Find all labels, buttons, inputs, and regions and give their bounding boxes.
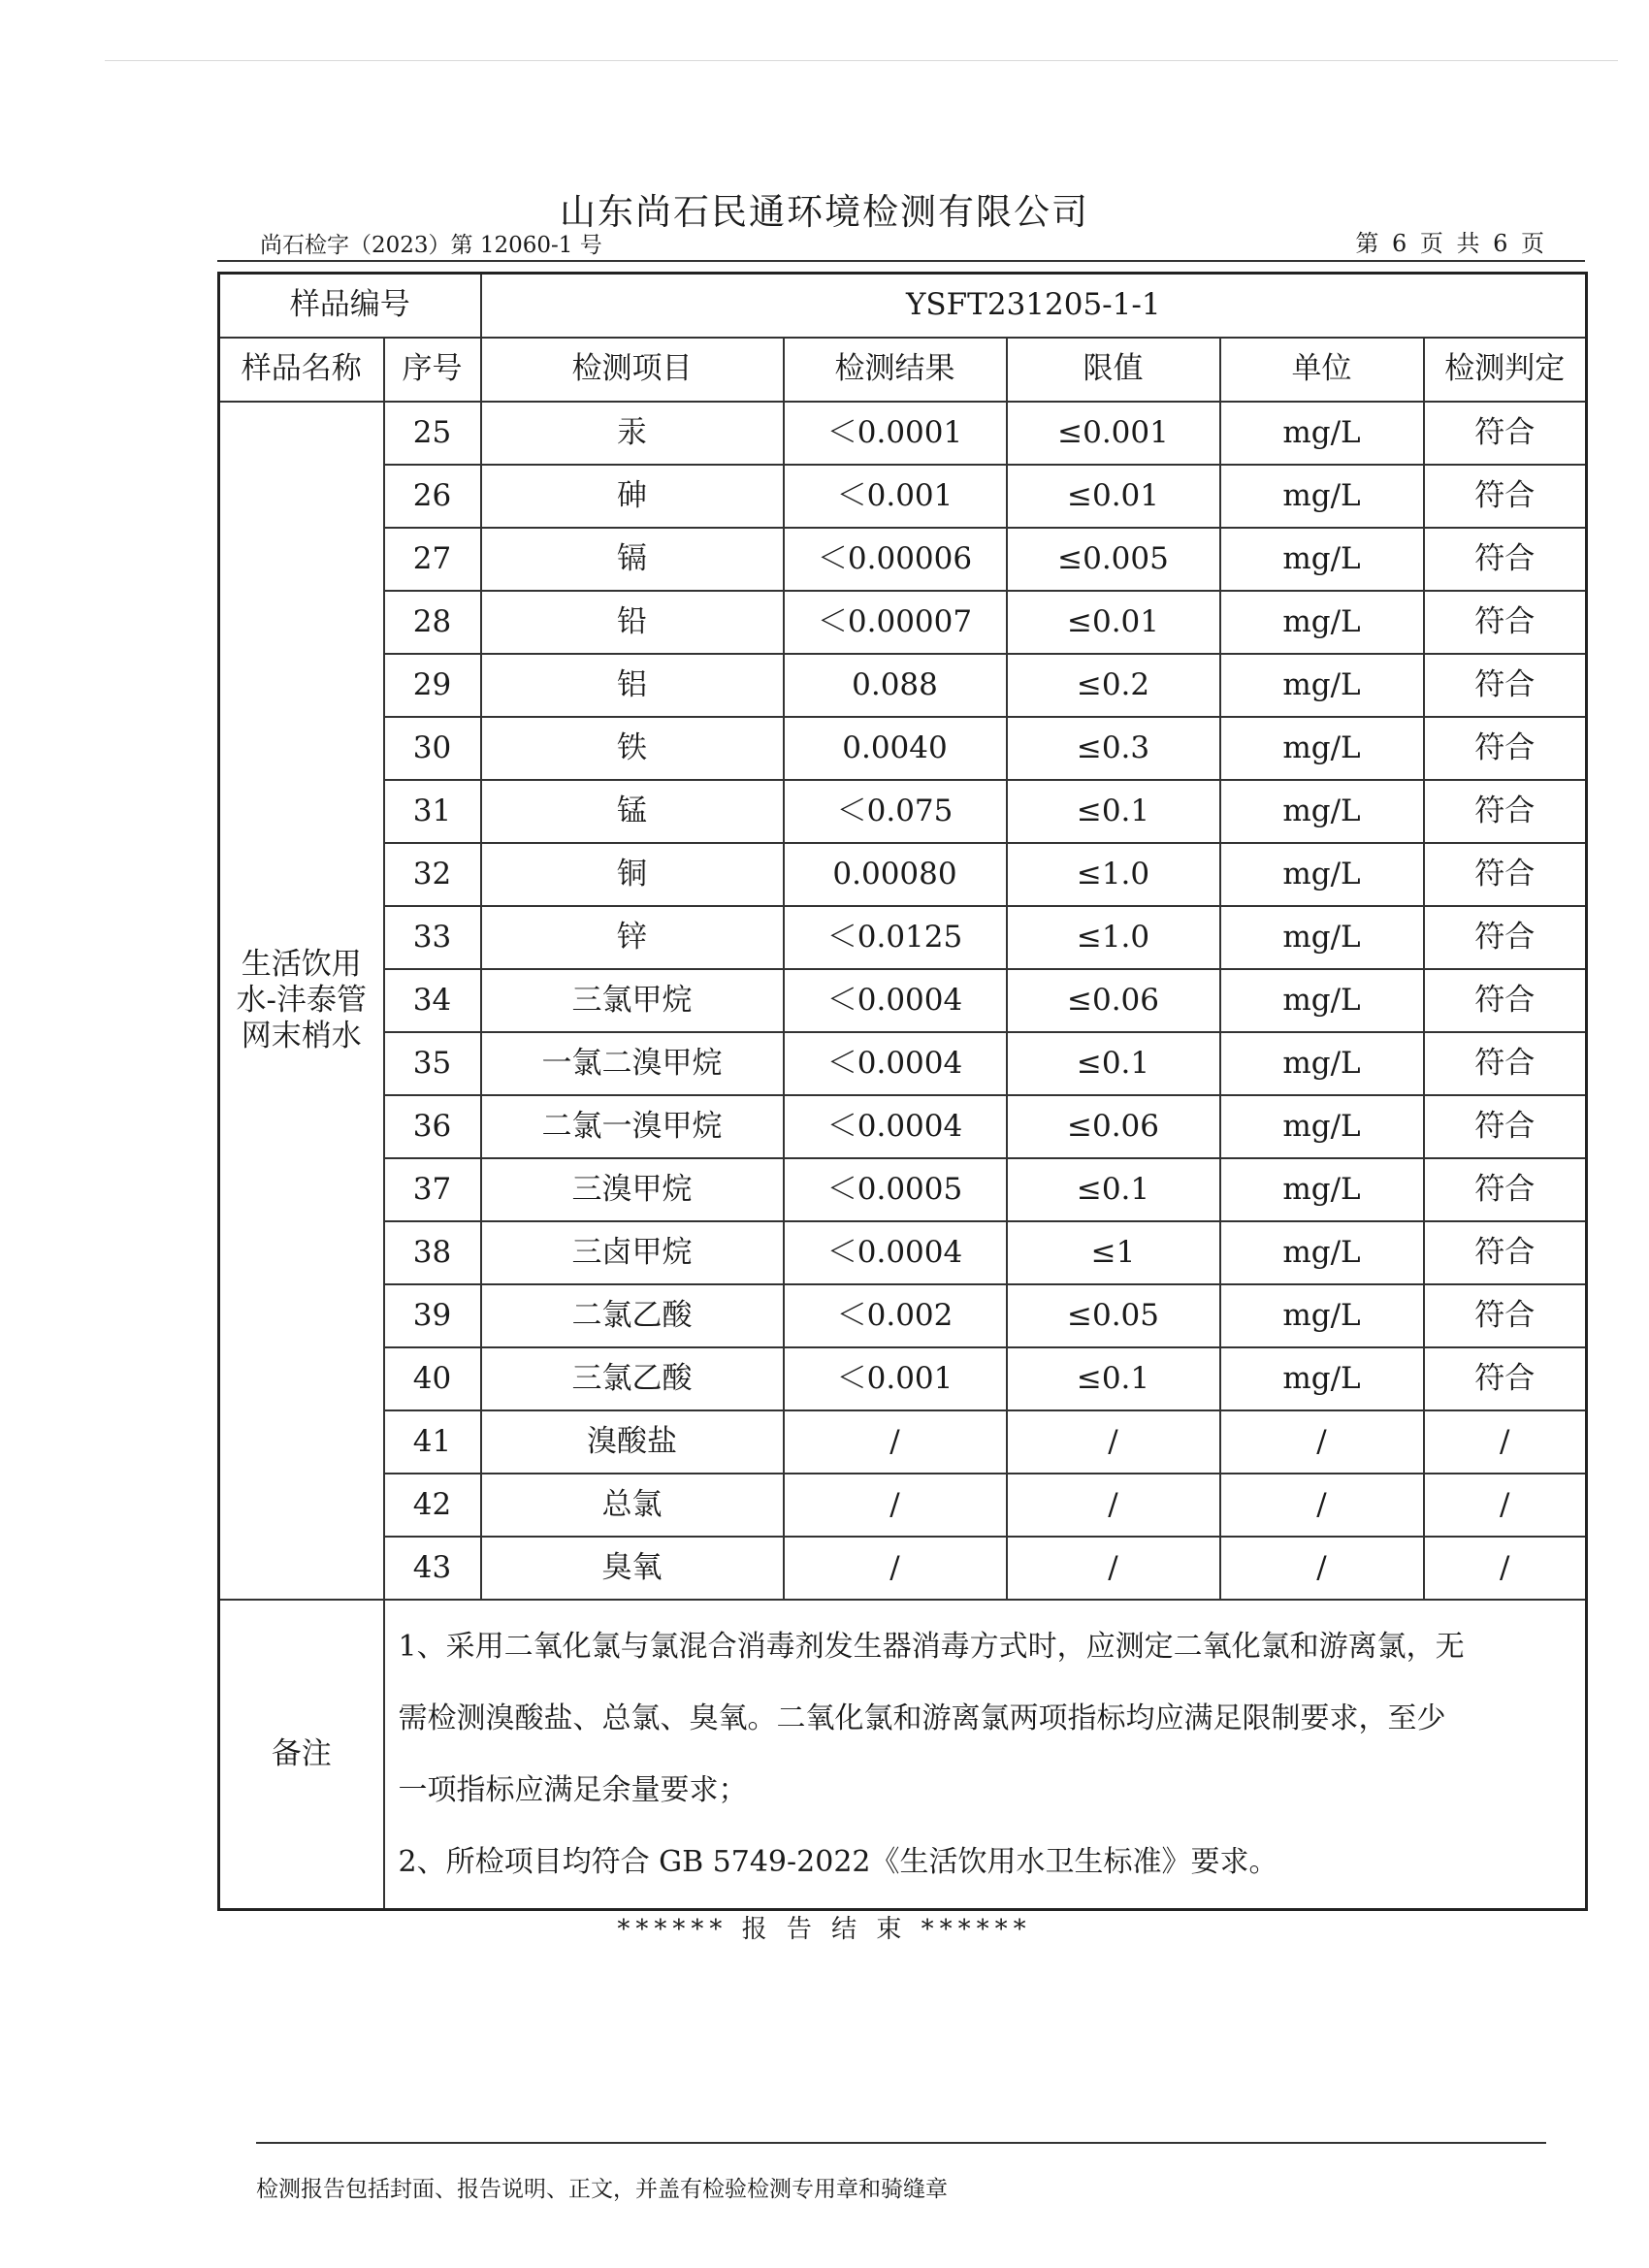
row-judgment: 符合 [1424, 591, 1587, 654]
table-row [219, 1537, 1587, 1600]
row-item: 砷 [481, 465, 784, 528]
top-divider [105, 60, 1618, 61]
row-judgment: 符合 [1424, 906, 1587, 969]
row-item: 镉 [481, 528, 784, 591]
table-row [219, 1410, 1587, 1474]
row-limit: ≤0.001 [1007, 402, 1220, 465]
row-no: 34 [384, 969, 481, 1032]
row-limit: ≤0.01 [1007, 465, 1220, 528]
remark-line: 2、所检项目均符合 GB 5749-2022《生活饮用水卫生标准》要求。 [398, 1844, 1278, 1879]
table-row [219, 843, 1587, 906]
remarks-label: 备注 [219, 1600, 384, 1910]
table-row [219, 465, 1587, 528]
row-unit: mg/L [1220, 717, 1424, 780]
sample-name-cell: 生活饮用水-沣泰管网末梢水 [219, 402, 384, 1600]
row-limit: / [1007, 1474, 1220, 1537]
row-unit: / [1220, 1410, 1424, 1474]
table-row [219, 1221, 1587, 1284]
row-judgment: 符合 [1424, 1158, 1587, 1221]
table-row [219, 591, 1587, 654]
row-result: ＜0.00006 [784, 528, 1007, 591]
row-limit: / [1007, 1410, 1220, 1474]
row-judgment: 符合 [1424, 969, 1587, 1032]
report-end-mark: ****** 报 告 结 束 ****** [617, 1915, 1032, 1944]
row-no: 27 [384, 528, 481, 591]
row-judgment: 符合 [1424, 843, 1587, 906]
row-item: 三氯乙酸 [481, 1347, 784, 1410]
row-unit: mg/L [1220, 1284, 1424, 1347]
row-judgment: / [1424, 1474, 1587, 1537]
row-result: 0.0040 [784, 717, 1007, 780]
row-limit: ≤0.1 [1007, 1032, 1220, 1095]
table-row [219, 717, 1587, 780]
row-unit: mg/L [1220, 1032, 1424, 1095]
row-limit: ≤0.2 [1007, 654, 1220, 717]
table-row [219, 969, 1587, 1032]
row-result: ＜0.002 [784, 1284, 1007, 1347]
remark-line: 一项指标应满足余量要求； [398, 1772, 748, 1807]
company-name: 山东尚石民通环境检测有限公司 [560, 191, 1089, 233]
row-unit: mg/L [1220, 591, 1424, 654]
row-item: 锌 [481, 906, 784, 969]
row-limit: ≤1 [1007, 1221, 1220, 1284]
row-judgment: 符合 [1424, 780, 1587, 843]
row-no: 42 [384, 1474, 481, 1537]
remarks-content [384, 1600, 1587, 1910]
row-judgment: / [1424, 1410, 1587, 1474]
row-judgment: 符合 [1424, 717, 1587, 780]
row-result: 0.00080 [784, 843, 1007, 906]
table-row [219, 780, 1587, 843]
table-row [219, 528, 1587, 591]
row-limit: ≤0.1 [1007, 1347, 1220, 1410]
row-unit: mg/L [1220, 465, 1424, 528]
row-unit: mg/L [1220, 528, 1424, 591]
row-result: / [784, 1537, 1007, 1600]
row-no: 30 [384, 717, 481, 780]
row-no: 25 [384, 402, 481, 465]
table-row [219, 1284, 1587, 1347]
row-result: ＜0.0004 [784, 1221, 1007, 1284]
row-item: 三卤甲烷 [481, 1221, 784, 1284]
row-limit: / [1007, 1537, 1220, 1600]
results-table [217, 272, 1588, 1911]
row-unit: mg/L [1220, 1158, 1424, 1221]
row-item: 锰 [481, 780, 784, 843]
row-no: 26 [384, 465, 481, 528]
col-header-limit: 限值 [1007, 338, 1220, 402]
row-no: 28 [384, 591, 481, 654]
row-unit: mg/L [1220, 1221, 1424, 1284]
row-no: 35 [384, 1032, 481, 1095]
row-no: 37 [384, 1158, 481, 1221]
row-limit: ≤0.06 [1007, 969, 1220, 1032]
remark-line: 需检测溴酸盐、总氯、臭氧。二氧化氯和游离氯两项指标均应满足限制要求，至少 [398, 1701, 1446, 1735]
row-limit: ≤0.06 [1007, 1095, 1220, 1158]
row-judgment: 符合 [1424, 402, 1587, 465]
header-divider [217, 260, 1585, 262]
table-row [219, 1347, 1587, 1410]
col-header-no: 序号 [384, 338, 481, 402]
row-item: 铝 [481, 654, 784, 717]
row-no: 36 [384, 1095, 481, 1158]
row-judgment: 符合 [1424, 465, 1587, 528]
row-no: 40 [384, 1347, 481, 1410]
row-limit: ≤0.005 [1007, 528, 1220, 591]
row-unit: mg/L [1220, 1095, 1424, 1158]
row-item: 三溴甲烷 [481, 1158, 784, 1221]
row-result: / [784, 1410, 1007, 1474]
row-limit: ≤0.1 [1007, 1158, 1220, 1221]
row-no: 41 [384, 1410, 481, 1474]
row-result: ＜0.001 [784, 465, 1007, 528]
row-item: 铜 [481, 843, 784, 906]
row-result: ＜0.0005 [784, 1158, 1007, 1221]
table-row [219, 1474, 1587, 1537]
row-item: 铅 [481, 591, 784, 654]
row-result: ＜0.0004 [784, 1095, 1007, 1158]
row-result: ＜0.0004 [784, 969, 1007, 1032]
row-no: 29 [384, 654, 481, 717]
row-unit: mg/L [1220, 654, 1424, 717]
row-no: 39 [384, 1284, 481, 1347]
row-result: ＜0.0001 [784, 402, 1007, 465]
row-result: ＜0.0004 [784, 1032, 1007, 1095]
remark-line: 1、采用二氧化氯与氯混合消毒剂发生器消毒方式时，应测定二氧化氯和游离氯，无 [398, 1629, 1465, 1664]
row-limit: ≤0.3 [1007, 717, 1220, 780]
row-limit: ≤0.05 [1007, 1284, 1220, 1347]
table-row [219, 402, 1587, 465]
row-unit: mg/L [1220, 780, 1424, 843]
col-header-item: 检测项目 [481, 338, 784, 402]
footer-note: 检测报告包括封面、报告说明、正文，并盖有检验检测专用章和骑缝章 [256, 2177, 948, 2202]
row-unit: mg/L [1220, 843, 1424, 906]
row-judgment: 符合 [1424, 654, 1587, 717]
row-result: 0.088 [784, 654, 1007, 717]
row-limit: ≤0.1 [1007, 780, 1220, 843]
column-header-row [219, 338, 1587, 402]
table-row [219, 1032, 1587, 1095]
row-no: 43 [384, 1537, 481, 1600]
row-judgment: 符合 [1424, 1284, 1587, 1347]
col-header-result: 检测结果 [784, 338, 1007, 402]
row-judgment: / [1424, 1537, 1587, 1600]
row-result: / [784, 1474, 1007, 1537]
row-judgment: 符合 [1424, 1347, 1587, 1410]
col-header-judgment: 检测判定 [1424, 338, 1587, 402]
row-judgment: 符合 [1424, 1032, 1587, 1095]
col-header-unit: 单位 [1220, 338, 1424, 402]
remarks-row [219, 1600, 1587, 1910]
footer-divider [256, 2142, 1546, 2144]
sample-id-label: 样品编号 [219, 274, 481, 339]
col-header-sample-name: 样品名称 [219, 338, 384, 402]
row-item: 二氯乙酸 [481, 1284, 784, 1347]
row-item: 总氯 [481, 1474, 784, 1537]
row-no: 38 [384, 1221, 481, 1284]
row-item: 三氯甲烷 [481, 969, 784, 1032]
row-unit: / [1220, 1537, 1424, 1600]
table-row [219, 1095, 1587, 1158]
sample-id-row [219, 274, 1587, 339]
row-item: 汞 [481, 402, 784, 465]
row-judgment: 符合 [1424, 1095, 1587, 1158]
row-result: ＜0.001 [784, 1347, 1007, 1410]
table-row [219, 654, 1587, 717]
row-result: ＜0.075 [784, 780, 1007, 843]
row-limit: ≤1.0 [1007, 843, 1220, 906]
row-unit: mg/L [1220, 906, 1424, 969]
row-no: 33 [384, 906, 481, 969]
row-item: 一氯二溴甲烷 [481, 1032, 784, 1095]
page-indicator: 第 6 页 共 6 页 [1355, 230, 1547, 257]
row-item: 二氯一溴甲烷 [481, 1095, 784, 1158]
row-limit: ≤0.01 [1007, 591, 1220, 654]
row-unit: mg/L [1220, 969, 1424, 1032]
row-unit: / [1220, 1474, 1424, 1537]
row-unit: mg/L [1220, 402, 1424, 465]
row-no: 31 [384, 780, 481, 843]
row-result: ＜0.00007 [784, 591, 1007, 654]
row-judgment: 符合 [1424, 1221, 1587, 1284]
table-row [219, 906, 1587, 969]
row-item: 臭氧 [481, 1537, 784, 1600]
row-unit: mg/L [1220, 1347, 1424, 1410]
row-limit: ≤1.0 [1007, 906, 1220, 969]
sample-id-value: YSFT231205-1-1 [481, 274, 1587, 339]
report-number: 尚石检字（2023）第 12060-1 号 [260, 233, 602, 258]
row-no: 32 [384, 843, 481, 906]
table-row [219, 1158, 1587, 1221]
row-item: 溴酸盐 [481, 1410, 784, 1474]
row-judgment: 符合 [1424, 528, 1587, 591]
row-item: 铁 [481, 717, 784, 780]
row-result: ＜0.0125 [784, 906, 1007, 969]
